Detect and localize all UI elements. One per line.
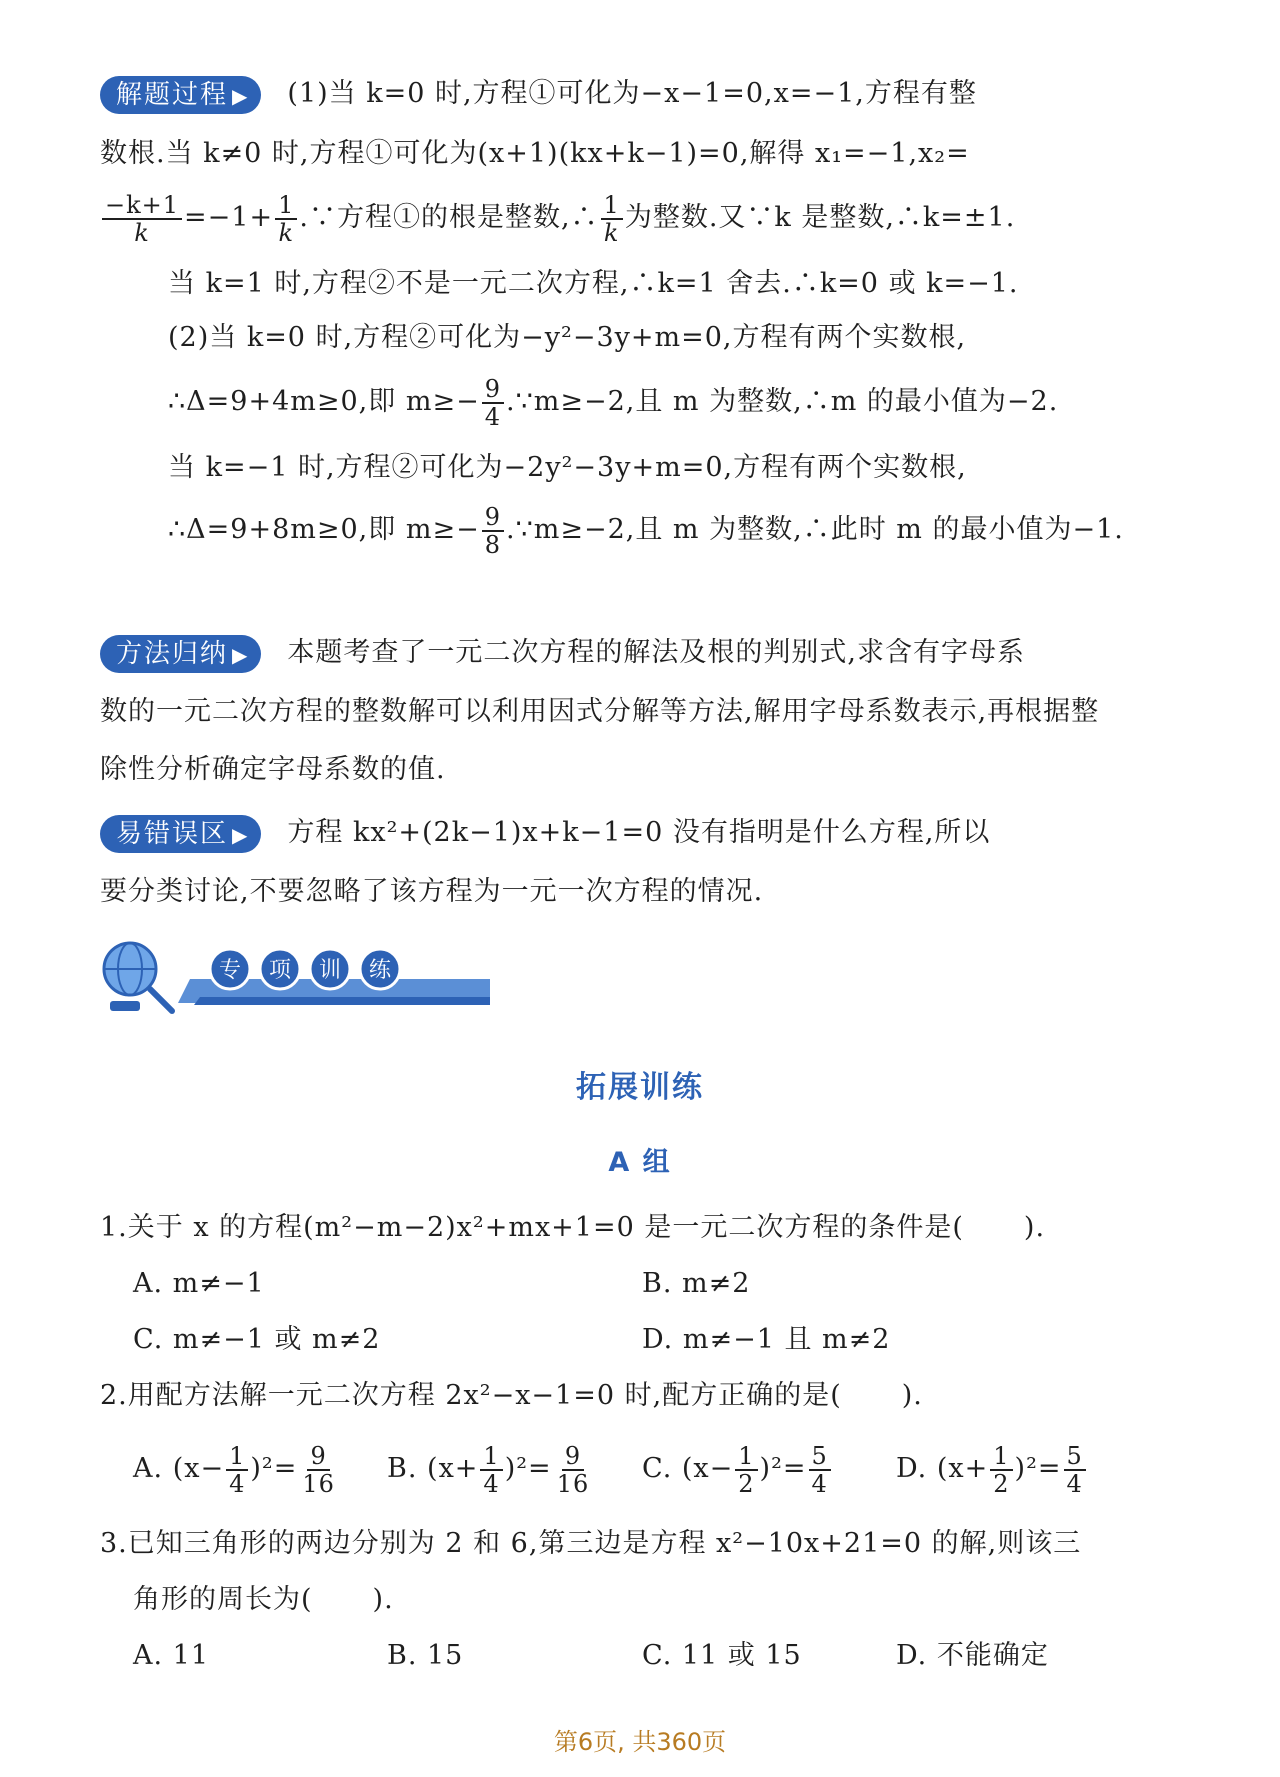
question-1-option-c[interactable]: C. m≠−1 或 m≠2: [133, 1324, 381, 1355]
method-tag: 方法归纳 ▶: [100, 635, 261, 673]
question-1-stem: 1.关于 x 的方程(m²−m−2)x²+mx+1=0 是一元二次方程的条件是( ).: [100, 1212, 1046, 1243]
question-2-stem: 2.用配方法解一元二次方程 2x²−x−1=0 时,配方正确的是( ).: [100, 1380, 923, 1411]
banner-char-1: 专: [218, 958, 242, 983]
solution-line-8: ∴Δ=9+8m≥0,即 m≥− $\frac{9}{8}$ .∵m≥−2,且 m 为整数,∴此时 m 的最小值为−1.: [168, 502, 1124, 559]
question-3-stem-line-1: 3.已知三角形的两边分别为 2 和 6,第三边是方程 x²−10x+21=0 的解,则该三: [100, 1528, 1082, 1559]
fraction: $\frac{1}{2}$: [735, 1444, 757, 1496]
method-line-1: 方法归纳 ▶ 本题考查了一元二次方程的解法及根的判别式,求含有字母系: [100, 633, 1025, 673]
fraction: $\frac{5}{4}$: [1064, 1444, 1086, 1496]
banner-char-4: 练: [368, 958, 392, 983]
fraction: $\frac{9}{8}$: [482, 505, 504, 557]
mistake-line-1: 易错误区 ▶ 方程 kx²+(2k−1)x+k−1=0 没有指明是什么方程,所以: [100, 813, 990, 853]
solution-tag: 解题过程 ▶: [100, 76, 261, 114]
method-line-2: 数的一元二次方程的整数解可以利用因式分解等方法,解用字母系数表示,再根据整: [100, 696, 1100, 727]
solution-line-6: ∴Δ=9+4m≥0,即 m≥− $\frac{9}{4}$ .∵m≥−2,且 m 为整数,∴m 的最小值为−2.: [168, 374, 1059, 431]
group-title: A 组: [608, 1147, 672, 1178]
banner-char-3: 训: [318, 958, 342, 983]
solution-line-2: 数根.当 k≠0 时,方程①可化为(x+1)(kx+k−1)=0,解得 x₁=−1,x₂=: [100, 138, 970, 169]
question-1-option-b[interactable]: B. m≠2: [642, 1268, 751, 1299]
question-2-option-a[interactable]: A. (x− $\frac{1}{4}$ )²= $\frac{9}{16}$: [133, 1438, 340, 1500]
question-3-option-b[interactable]: B. 15: [387, 1640, 464, 1671]
fraction: $\frac{9}{16}$: [556, 1441, 590, 1498]
magnifier-globe-icon: [104, 943, 172, 1011]
question-1-option-d[interactable]: D. m≠−1 且 m≠2: [642, 1324, 891, 1355]
question-2-option-c[interactable]: C. (x− $\frac{1}{2}$ )²= $\frac{5}{4}$: [642, 1438, 833, 1500]
fraction: $\frac{5}{4}$: [809, 1444, 831, 1496]
fraction: $\frac{1}{4}$: [226, 1444, 248, 1496]
banner-char-2: 项: [268, 958, 292, 983]
play-arrow-icon: ▶: [232, 822, 248, 847]
section-title: 拓展训练: [576, 1070, 704, 1105]
fraction: $\frac{1}{4}$: [480, 1444, 502, 1496]
question-1-option-a[interactable]: A. m≠−1: [133, 1268, 265, 1299]
question-3-option-a[interactable]: A. 11: [133, 1640, 210, 1671]
solution-line-4: 当 k=1 时,方程②不是一元二次方程,∴k=1 舍去.∴k=0 或 k=−1.: [168, 268, 1019, 299]
solution-line-3: $\frac{-k+1}{k}$ =−1+ $\frac{1}{k}$ .∵方程①的根是整数,∴ $\frac{1}{k}$ 为整数.又∵k 是整数,∴k=±1.: [100, 188, 1015, 248]
question-2-option-d[interactable]: D. (x+ $\frac{1}{2}$ )²= $\frac{5}{4}$: [896, 1438, 1088, 1500]
question-3-option-d[interactable]: D. 不能确定: [896, 1640, 1049, 1671]
page-footer: 第6页, 共360页: [553, 1728, 727, 1756]
question-2-option-b[interactable]: B. (x+ $\frac{1}{4}$ )²= $\frac{9}{16}$: [387, 1438, 594, 1500]
fraction: $\frac{9}{16}$: [302, 1441, 335, 1498]
fraction: $\frac{9}{4}$: [482, 377, 504, 429]
fraction: $\frac{-k+1}{k}$: [102, 193, 182, 245]
question-3-option-c[interactable]: C. 11 或 15: [642, 1640, 802, 1671]
special-training-banner: [100, 935, 490, 1015]
mistake-tag: 易错误区 ▶: [100, 815, 261, 853]
play-arrow-icon: ▶: [232, 83, 248, 108]
mistake-line-2: 要分类讨论,不要忽略了该方程为一元一次方程的情况.: [100, 876, 764, 907]
fraction: $\frac{1}{k}$: [601, 193, 623, 245]
method-line-3: 除性分析确定字母系数的值.: [100, 754, 446, 785]
fraction: $\frac{1}{k}$: [275, 193, 297, 245]
fraction: $\frac{1}{2}$: [990, 1444, 1012, 1496]
play-arrow-icon: ▶: [232, 642, 248, 667]
solution-line-1: 解题过程 ▶ (1)当 k=0 时,方程①可化为−x−1=0,x=−1,方程有整: [100, 74, 977, 114]
solution-line-5: (2)当 k=0 时,方程②可化为−y²−3y+m=0,方程有两个实数根,: [168, 322, 967, 353]
solution-line-7: 当 k=−1 时,方程②可化为−2y²−3y+m=0,方程有两个实数根,: [168, 452, 967, 483]
question-3-stem-line-2: 角形的周长为( ).: [133, 1584, 394, 1615]
